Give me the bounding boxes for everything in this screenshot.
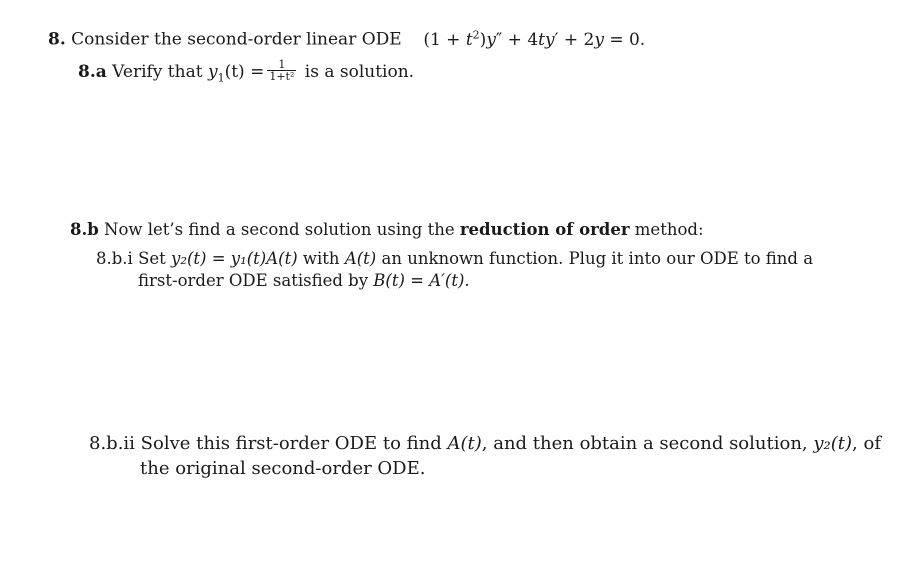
part-bii-text: , of — [852, 433, 881, 454]
part-bi-line-1 — [96, 248, 813, 270]
part-a-text-after: is a solution. — [304, 62, 415, 82]
part-a-label: 8.a — [78, 62, 107, 82]
part-bii-text: Solve this first-order ODE to find — [140, 433, 442, 454]
part-bi-text: Set — [138, 249, 166, 268]
part-bi-text: an unknown function. Plug it into our ODE to find a — [381, 249, 814, 268]
part-b-label: 8.b — [70, 220, 99, 239]
part-a-math: $y_1(t)$ = $\frac{1}{\text{1+t²}}$ — [207, 58, 295, 85]
fraction: $\frac{1}{\text{1+t²}}$ — [269, 58, 295, 83]
part-b-statement — [70, 219, 704, 241]
part-bi-math: y₂(t) = y₁(t)A(t) — [171, 249, 298, 268]
part-bi-text: first-order ODE satisfied by — [138, 271, 369, 290]
part-b-bold-term: reduction of order — [459, 220, 630, 239]
part-a-statement — [78, 58, 415, 89]
part-bii-math: A(t) — [447, 433, 482, 454]
part-bi-math: A(t) — [344, 249, 377, 268]
problem-8-statement — [48, 24, 645, 51]
part-bii-line-2 — [140, 458, 425, 480]
part-bii-label: 8.b.ii — [89, 433, 135, 454]
part-bii-text: , and then obtain a second solution, — [481, 433, 808, 454]
part-bii-text: the original second-order ODE. — [140, 458, 426, 479]
part-b-text-before: Now let’s find a second solution using the — [104, 220, 455, 239]
part-bi-label: 8.b.i — [96, 249, 133, 268]
problem-number: 8. — [48, 29, 66, 50]
part-bi-line-2 — [138, 270, 470, 292]
ode-equation: $(1 + t^2)y'' + 4ty' + 2y = 0$. — [423, 28, 646, 50]
part-bii-math: y₂(t) — [813, 433, 853, 454]
part-bii-line-1 — [89, 433, 881, 455]
part-a-text-before: Verify that — [112, 62, 203, 82]
problem-intro: Consider the second-order linear ODE — [71, 29, 402, 50]
part-bi-math: B(t) = A′(t). — [373, 271, 470, 290]
part-bi-text: with — [302, 249, 340, 268]
part-b-text-after: method: — [634, 220, 704, 239]
